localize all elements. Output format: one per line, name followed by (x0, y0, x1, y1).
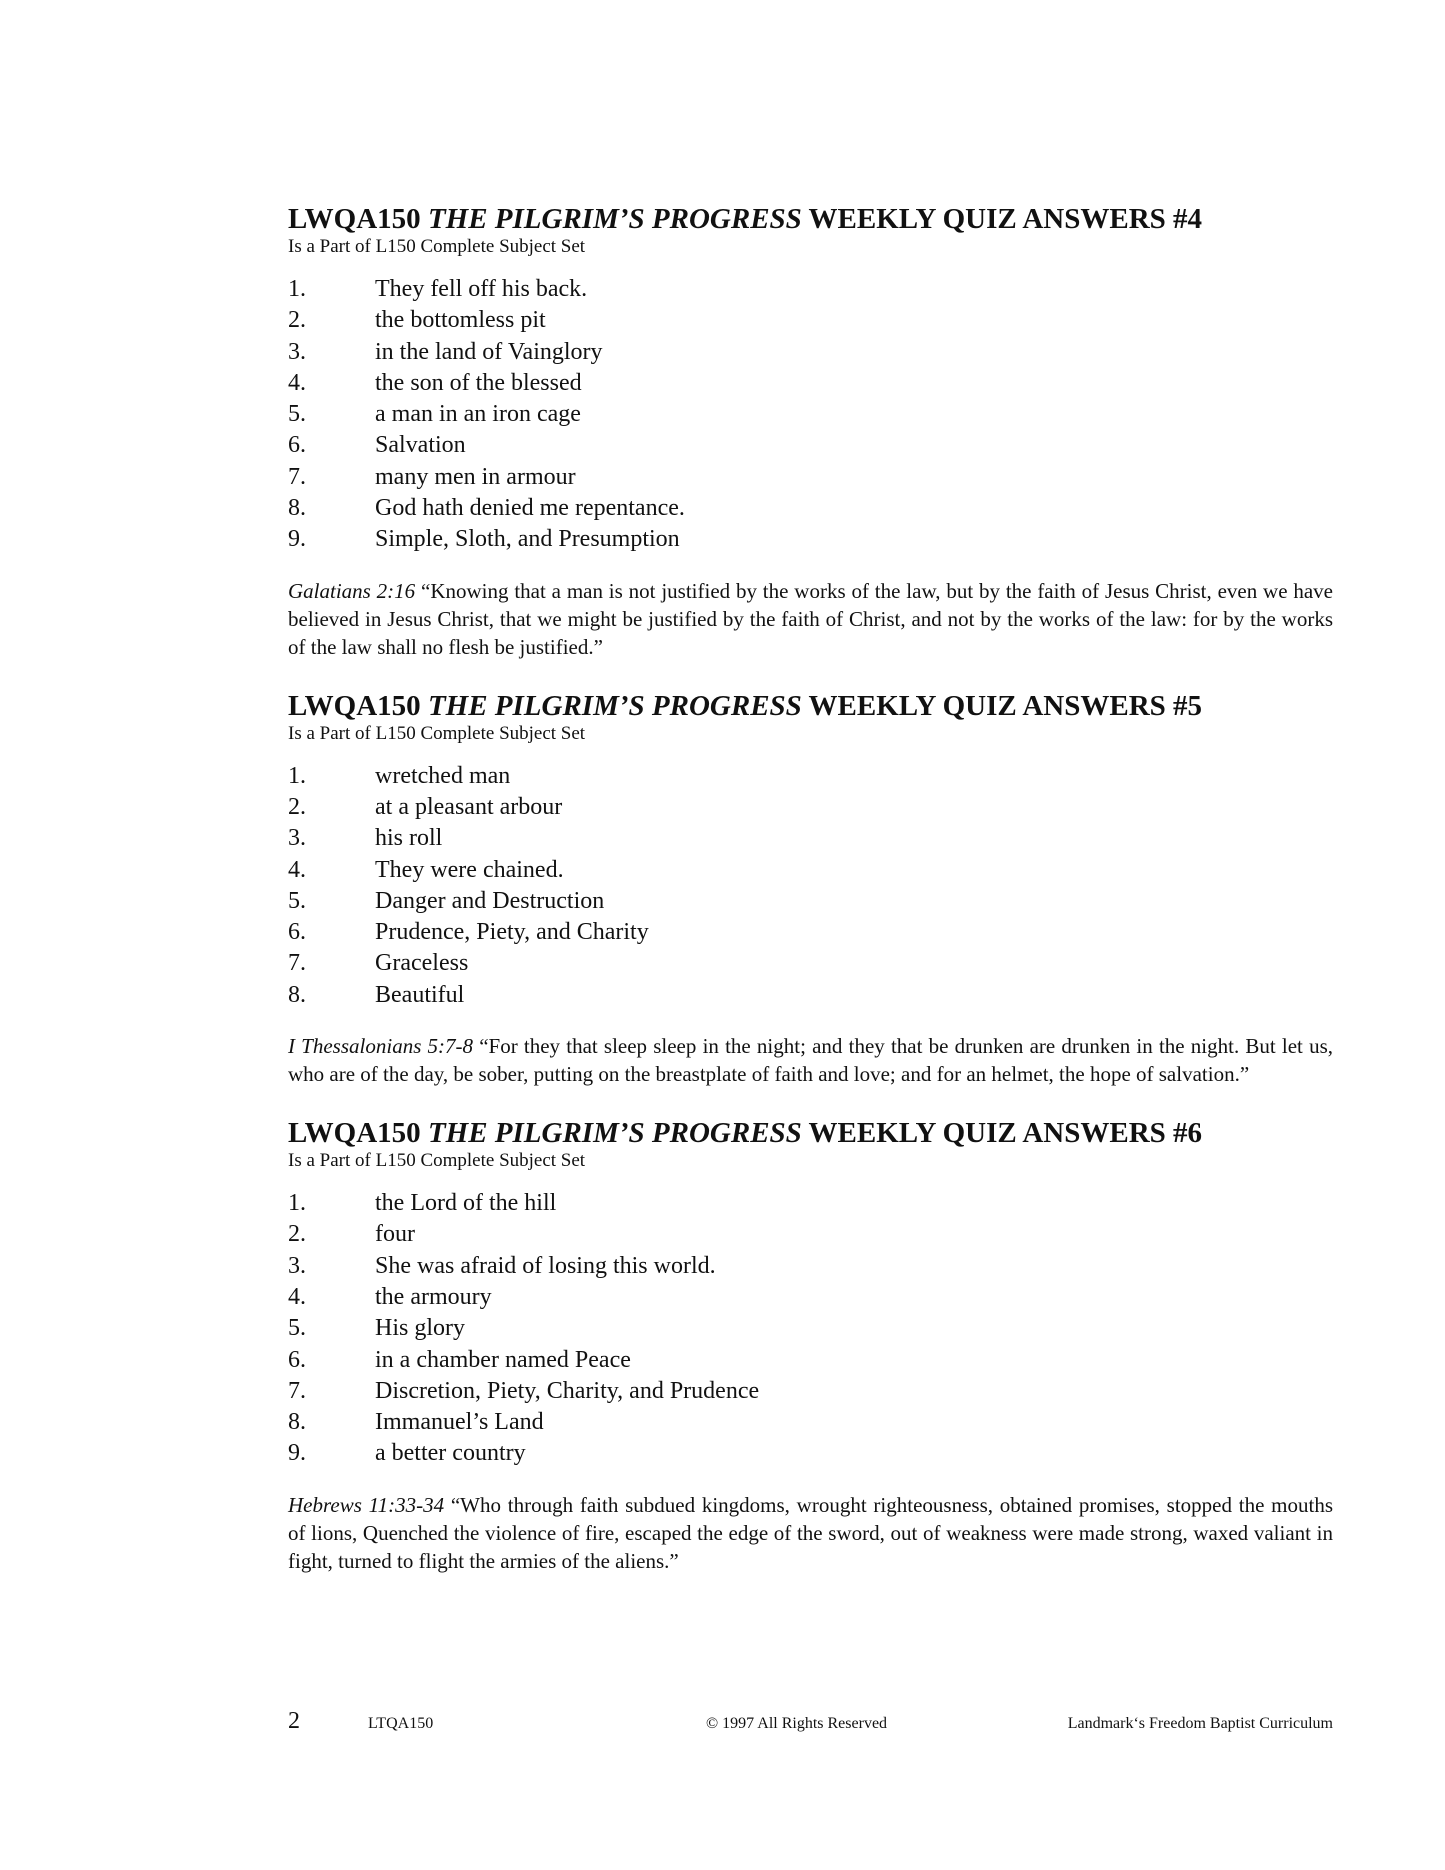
answer-number: 9. (288, 526, 306, 553)
heading-code: LWQA150 (288, 689, 421, 722)
quiz-section (288, 689, 1333, 1088)
answer-number: 5. (288, 887, 306, 914)
answer-text: at a pleasant arbour (375, 793, 563, 820)
answer-item (288, 1407, 1333, 1438)
answer-text: Beautiful (375, 981, 465, 1008)
answer-number: 7. (288, 463, 306, 490)
heading-code: LWQA150 (288, 203, 421, 235)
answer-item (288, 792, 1333, 823)
scripture-verse (288, 577, 1333, 661)
answer-text: the bottomless pit (375, 307, 546, 334)
answer-number: 3. (288, 825, 306, 852)
answer-number: 2. (288, 1221, 306, 1248)
answer-number: 5. (288, 1315, 306, 1342)
answer-number: 7. (288, 950, 306, 977)
answer-list (288, 761, 1333, 1011)
quiz-section (288, 202, 1333, 661)
answer-item (288, 761, 1333, 792)
answer-item (288, 368, 1333, 399)
answer-item (288, 524, 1333, 555)
verse-text: “Knowing that a man is not justified by the works of the law, but by the faith of Jesus Christ, even we have believed in Jesus Christ, that we might be justified by the faith of Christ, and not by the works of the law: for by the works of the law shall no flesh be justified.” (288, 578, 1334, 659)
footer-organization: Landmark‘s Freedom Baptist Curriculum (1067, 1715, 1333, 1732)
answer-text: Salvation (375, 432, 466, 459)
answer-item (288, 1282, 1333, 1313)
answer-item (288, 430, 1333, 461)
answer-text: They fell off his back. (375, 276, 588, 302)
answer-number: 2. (288, 307, 306, 334)
answer-item (288, 980, 1333, 1011)
answer-text: in a chamber named Peace (375, 1346, 631, 1373)
verse-reference: I Thessalonians 5:7-8 (288, 1034, 474, 1059)
answer-text: Danger and Destruction (375, 887, 605, 914)
heading-book-title: THE PILGRIM’S PROGRESS (427, 203, 802, 235)
answer-item (288, 823, 1333, 854)
answer-number: 4. (288, 1283, 306, 1310)
scripture-verse (288, 1032, 1333, 1088)
scripture-verse (288, 1491, 1333, 1575)
answer-text: the Lord of the hill (375, 1190, 557, 1217)
section-heading (288, 1116, 1333, 1150)
answer-number: 6. (288, 432, 306, 459)
answer-number: 2. (288, 793, 306, 820)
section-heading (288, 689, 1333, 723)
answer-text: in the land of Vainglory (375, 338, 603, 365)
footer-copyright: © 1997 All Rights Reserved (706, 1715, 888, 1732)
answer-item (288, 1251, 1333, 1282)
answer-item (288, 305, 1333, 336)
document-page (288, 202, 1333, 1603)
answer-number: 5. (288, 401, 306, 428)
answer-text: a man in an iron cage (375, 401, 581, 428)
verse-reference: Hebrews 11:33-34 (288, 1492, 445, 1517)
answer-number: 4. (288, 369, 306, 396)
answer-item (288, 855, 1333, 886)
answer-text: Simple, Sloth, and Presumption (375, 526, 680, 553)
answer-number: 9. (288, 1440, 306, 1467)
answer-item (288, 917, 1333, 948)
answer-text: She was afraid of losing this world. (375, 1252, 716, 1279)
heading-book-title: THE PILGRIM’S PROGRESS (427, 1117, 802, 1150)
answer-list (288, 274, 1333, 556)
verse-text: “For they that sleep sleep in the night; and they that be drunken are drunken in the night. But let us, who are of the day, be sober, putting on the breastplate of faith and love; and for an helmet, the hope of salvation.” (288, 1034, 1333, 1087)
heading-code: LWQA150 (288, 1117, 421, 1150)
answer-number: 3. (288, 338, 306, 365)
heading-suffix: WEEKLY QUIZ ANSWERS #6 (808, 1117, 1203, 1150)
answer-text: His glory (375, 1315, 465, 1342)
answer-text: the armoury (375, 1283, 492, 1310)
answer-item (288, 337, 1333, 368)
answer-text: the son of the blessed (375, 369, 582, 396)
section-subtitle: Is a Part of L150 Complete Subject Set (288, 236, 586, 257)
answer-number: 6. (288, 1346, 306, 1373)
answer-text: his roll (375, 825, 443, 852)
answer-number: 8. (288, 1409, 306, 1436)
answer-number: 8. (288, 981, 306, 1008)
answer-text: Immanuel’s Land (375, 1409, 544, 1436)
answer-text: They were chained. (375, 856, 564, 883)
answer-item (288, 886, 1333, 917)
heading-suffix: WEEKLY QUIZ ANSWERS #4 (808, 203, 1203, 235)
section-subtitle: Is a Part of L150 Complete Subject Set (288, 722, 586, 744)
page-footer (288, 1707, 1333, 1737)
answer-text: four (375, 1221, 415, 1248)
verse-text: “Who through faith subdued kingdoms, wrought righteousness, obtained promises, stopped the mouths of lions, Quenched the violence of fire, escaped the edge of the sword, out of weakness were made strong, waxed valiant in fight, turned to flight the armies of the aliens.” (288, 1492, 1333, 1573)
answer-text: God hath denied me repentance. (375, 495, 685, 522)
section-heading (288, 202, 1333, 236)
answer-text: Graceless (375, 950, 469, 977)
answer-item (288, 274, 1333, 305)
answer-number: 8. (288, 495, 306, 522)
answer-number: 1. (288, 762, 306, 789)
answer-item (288, 1313, 1333, 1344)
answer-item (288, 1345, 1333, 1376)
answer-item (288, 1188, 1333, 1219)
answer-item (288, 399, 1333, 430)
answer-item (288, 948, 1333, 979)
answer-list (288, 1188, 1333, 1470)
footer-code: LTQA150 (368, 1715, 434, 1732)
answer-item (288, 462, 1333, 493)
verse-reference: Galatians 2:16 (288, 578, 416, 603)
answer-item (288, 493, 1333, 524)
answer-text: a better country (375, 1440, 526, 1467)
answer-text: Discretion, Piety, Charity, and Prudence (375, 1377, 760, 1404)
answer-number: 1. (288, 1190, 306, 1217)
answer-number: 7. (288, 1377, 306, 1404)
answer-number: 6. (288, 919, 306, 946)
section-subtitle: Is a Part of L150 Complete Subject Set (288, 1150, 586, 1172)
answer-item (288, 1438, 1333, 1469)
answer-item (288, 1219, 1333, 1250)
answer-number: 3. (288, 1252, 306, 1279)
answer-number: 1. (288, 276, 306, 302)
answer-text: Prudence, Piety, and Charity (375, 919, 649, 946)
heading-book-title: THE PILGRIM’S PROGRESS (427, 689, 802, 722)
answer-number: 4. (288, 856, 306, 883)
answer-text: many men in armour (375, 463, 576, 490)
quiz-section (288, 1116, 1333, 1575)
answer-text: wretched man (375, 762, 511, 789)
page-number: 2 (288, 1708, 300, 1734)
heading-suffix: WEEKLY QUIZ ANSWERS #5 (808, 689, 1203, 722)
answer-item (288, 1376, 1333, 1407)
